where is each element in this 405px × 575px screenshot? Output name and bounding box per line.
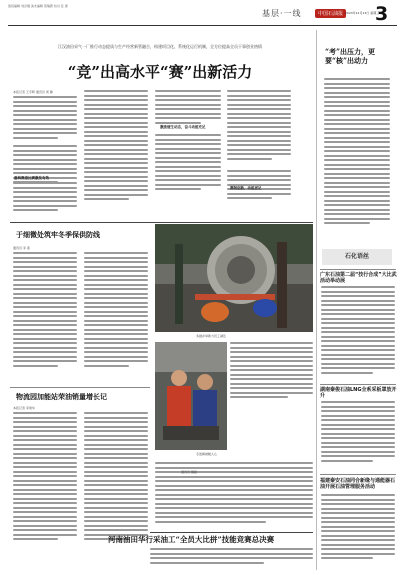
brief-headline-1: 广东石油第二届“技行合成”大比武活动举动展 (320, 272, 397, 284)
sidebar-rule-3 (320, 474, 396, 475)
lead-subhead-2: 激励催生动态，奋斗动能充足 (160, 125, 206, 129)
middle-column-3 (13, 412, 77, 558)
photo1-text (230, 342, 313, 412)
sidebar-divider (316, 30, 317, 570)
middle-column-2 (84, 252, 148, 386)
sidebar-headline: “考”出压力，更要“核”出动力 (325, 47, 376, 65)
masthead-meta: 值班编辑 刘洪刚 美术编辑 蔡瑞霞 校对 张 唐 (8, 4, 68, 8)
middle-headline: 于细微处筑牢冬季保供防线 (16, 230, 100, 239)
lead-column-1b (13, 182, 77, 218)
middle-rule (10, 387, 150, 388)
middle-byline-2: 本报记者 李建华 (13, 406, 35, 410)
bottom-text (150, 548, 313, 572)
brief-body-1 (321, 286, 395, 382)
lead-column-3 (155, 90, 221, 218)
lead-subhead-1: 重构赛道比赛激发有效 (14, 176, 49, 180)
brief-body-2 (321, 401, 395, 473)
photo2-text (155, 462, 313, 532)
workers-photo (155, 342, 227, 450)
lead-column-4 (227, 90, 291, 218)
sidebar-rule-1 (320, 269, 396, 270)
bottom-headline: 河南油田华行采油工“全员大比拼”技能竞赛总决赛 (108, 535, 275, 544)
photo1-caption: 多措并举助力员工减压 (196, 334, 227, 338)
sidebar-rule-2 (320, 384, 396, 385)
lead-headline: “竞”出高水平“赛”出新活力 (67, 63, 253, 81)
sidebar-body (324, 78, 390, 243)
lead-byline: 本报记者 王宇晖 通讯员 周 静 (13, 90, 53, 94)
middle-column-1 (13, 252, 77, 386)
lead-subhead-3: 赛制创新，动能更足 (230, 186, 262, 190)
middle-byline: 通讯员 李 燕 (13, 246, 30, 250)
issue-date: 2023年12月13日 星期三 (345, 11, 380, 15)
bottom-rule (150, 532, 313, 533)
middle-subhead: 物流园加能站荣油销量增长记 (16, 392, 107, 401)
lead-column-2 (84, 90, 148, 218)
industrial-photo (155, 224, 313, 332)
newspaper-logo: 中国石油报 (315, 9, 346, 18)
photo2-byline: 通讯员 魏振 (181, 470, 197, 474)
page-number: 3 (375, 3, 389, 25)
section-title: 基层·一线 (262, 9, 302, 18)
photo2-caption: 冬送棉被暖人心 (196, 452, 218, 456)
lead-kicker: 江汉油田采气一厂推行动态提质与生产经营新管融合，构建项目化、系统化运行机制，全方位提高全员干事创业热情 (58, 44, 262, 49)
brief-body-3 (321, 494, 395, 570)
column-label: 石化语丝 (345, 253, 370, 260)
section-rule (10, 222, 313, 223)
brief-headline-2: 湖南秦俊石油LNG全系采板罩放开升 (320, 387, 397, 399)
masthead-rule (8, 25, 397, 26)
brief-headline-3: 福建秦安石油同合新缘与通能器石油开展石油管理服务活动 (320, 478, 396, 490)
